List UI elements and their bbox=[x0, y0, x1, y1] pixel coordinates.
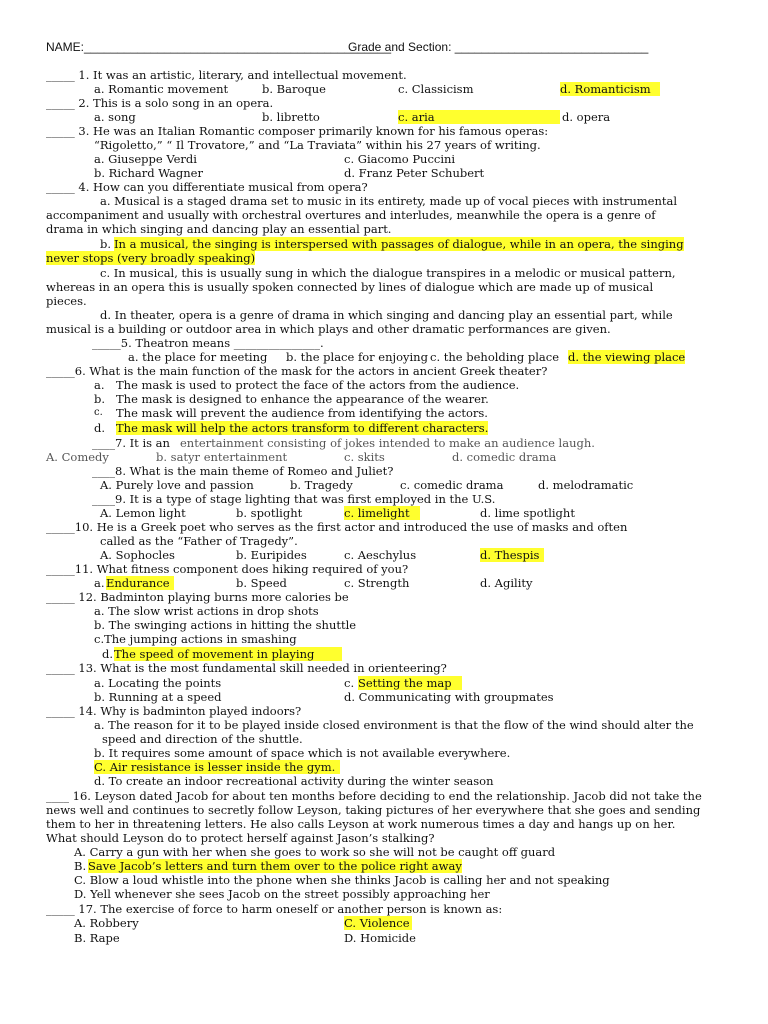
q5-option-a[interactable]: a. the place for meeting bbox=[128, 350, 268, 364]
q7-option-c[interactable]: c. skits bbox=[344, 450, 385, 464]
q13-option-a[interactable]: a. Locating the points bbox=[94, 676, 222, 690]
q1-option-c[interactable]: c. Classicism bbox=[398, 82, 474, 96]
q8-option-c[interactable]: c. comedic drama bbox=[400, 478, 504, 492]
q7-option-d[interactable]: d. comedic drama bbox=[452, 450, 557, 464]
q13-option-c-highlighted[interactable]: Setting the map bbox=[358, 676, 462, 690]
q2-option-b[interactable]: b. libretto bbox=[262, 110, 320, 124]
worksheet-page: NAME:______________________________________________ Grade and Section: _____________________________ _____ 1. It was an artistic, literary, and intellectual movement. a. Romantic movement b. Baroque c. Classicism d. Romanticism _____ 2. This is a solo song in an opera. a. song b. libretto c. aria d. opera _____ 3. He was an Italian Romantic composer primarily known for his famous operas: “Rigoletto,” “ Il Trovatore,” and “La Traviata” within his 27 years of writing. a. Giuseppe Verdi c. Giacomo Puccini b. Richard Wagner d. Franz Peter Schubert _____ 4. How can you differentiate musical from opera? a. Musical is a staged drama set to music in its entirety, made up of vocal pieces with instrumental accompaniment and usually with orchestral overtures and interludes, meanwhile the opera is a genre of drama in which singing and dancing play an essential part. b. In a musical, the singing is interspersed with passages of dialogue, while in an opera, the singing never stops (very broadly speaking) c. In musical, this is usually sung in which the dialogue transpires in a melodic or musical pattern, whereas in an opera this is usually spoken connected by lines of dialogue which are made up of musical pieces. d. In theater, opera is a genre of drama in which singing and dancing play an essential part, while musical is a building or outdoor area in which plays and other dramatic performances are given. _____5. Theatron means _______________. a. the place for meeting b. the place for enjoying c. the beholding place d. the viewing place _____6. What is the main function of the mask for the actors in ancient Greek theater? a. The mask is used to protect the face of the actors from the audience. b. The mask is designed to enhance the appearance of the wearer. c. The mask will prevent the audience from identifying the actors. d. The mask will help the actors transform to different characters. ____7. It is an entertainment consisting of jokes intended to make an audience laugh. A. Comedy b. satyr entertainment c. skits d. comedic drama ____8. What is the main theme of Romeo and Juliet? A. Purely love and passion b. Tragedy c. comedic drama d. melodramatic ____9. It is a type of stage lighting that was first employed in the U.S. A. Lemon light b. spotlight c. limelight d. lime spotlight _____10. He is a Greek poet who serves as the first actor and introduced the use of masks and often called as the “Father of Tragedy”. A. Sophocles b. Euripides c. Aeschylus d. Thespis _____11. What fitness component does hiking required of you? a. Endurance b. Speed c. Strength d. Agility _____ 12. Badminton playing burns more calories be a. The slow wrist actions in drop shots b. The swinging actions in hitting the shuttle c.The jumping actions in smashing d. The speed of movement in playing _____ 13. What is the most fundamental skill needed in orienteering? a. Locating the points c. Setting the map b. Running at a speed d. Communicating with groupmates _____ 14. Why is badminton played indoors? a. The reason for it to be played inside closed environment is that the flow of the wind should alter the speed and direction of the shuttle. b. It requires some amount of space which is not available everywhere. C. Air resistance is lesser inside the gym. d. To create an indoor recreational activity during the winter season ____ 16. Leyson dated Jacob for about ten months before deciding to end the relationship. Jacob did not take the news well and continues to secretly follow Leyson, taking pictures of her everywhere that she goes and sending them to her in threatening letters. He also calls Leyson at work numerous times a day and hangs up on her. What should Leyson do to protect herself against Jason’s stalking? A. Carry a gun with her when she goes to work so she will not be caught off guard B. Save Jacob’s letters and turn them over to the police right away C. Blow a loud whistle into the phone when she thinks Jacob is calling her and not speaking D. Yell whenever she sees Jacob on the street possibly approaching her _____ 17. The exercise of force to harm oneself or another person is known as: A. Robbery C. Violence B. Rape D. Homicide bbox=[0, 0, 768, 1024]
q3-option-a[interactable]: a. Giuseppe Verdi bbox=[94, 152, 197, 166]
q2-option-c-highlighted[interactable]: c. aria bbox=[398, 110, 560, 124]
q8-option-a[interactable]: A. Purely love and passion bbox=[100, 478, 254, 492]
q1-option-d-highlighted[interactable]: d. Romanticism bbox=[560, 82, 660, 96]
q8-option-b[interactable]: b. Tragedy bbox=[290, 478, 353, 492]
q6-option-d-highlighted: The mask will help the actors transform to different characters. bbox=[116, 421, 489, 435]
q7-option-b[interactable]: b. satyr entertainment bbox=[156, 450, 288, 464]
q9-option-b[interactable]: b. spotlight bbox=[236, 506, 303, 520]
q17-option-a[interactable]: A. Robbery bbox=[74, 916, 139, 930]
q9-option-d[interactable]: d. lime spotlight bbox=[480, 506, 575, 520]
q5-option-c[interactable]: c. the beholding place bbox=[430, 350, 560, 364]
q13-option-d[interactable]: d. Communicating with groupmates bbox=[344, 690, 554, 704]
q11-option-d[interactable]: d. Agility bbox=[480, 576, 533, 590]
q14-option-c-highlighted: C. Air resistance is lesser inside the gym. bbox=[94, 760, 340, 774]
q9-option-a[interactable]: A. Lemon light bbox=[100, 506, 186, 520]
q2-option-a[interactable]: a. song bbox=[94, 110, 136, 124]
q7-option-a[interactable]: A. Comedy bbox=[46, 450, 109, 464]
q12-option-d-highlighted: The speed of movement in playing bbox=[114, 647, 342, 661]
q16-option-b-highlighted: Save Jacob’s letters and turn them over to the police right away bbox=[88, 859, 462, 873]
q10-option-c[interactable]: c. Aeschylus bbox=[344, 548, 417, 562]
q5-option-d-highlighted[interactable]: d. the viewing place bbox=[568, 350, 686, 364]
q1-option-a[interactable]: a. Romantic movement bbox=[94, 82, 229, 96]
q3-option-c[interactable]: c. Giacomo Puccini bbox=[344, 152, 456, 166]
q17-option-b[interactable]: B. Rape bbox=[74, 931, 120, 945]
q11-option-a-highlighted[interactable]: Endurance bbox=[106, 576, 174, 590]
name-field[interactable]: NAME:______________________________________________ bbox=[46, 40, 391, 54]
q11-option-c[interactable]: c. Strength bbox=[344, 576, 410, 590]
q4-option-b-highlighted: In a musical, the singing is interspersed with passages of dialogue, while in an opera, the singing bbox=[114, 237, 684, 251]
q17-option-d[interactable]: D. Homicide bbox=[344, 931, 416, 945]
q10-option-a[interactable]: A. Sophocles bbox=[100, 548, 175, 562]
q1-option-b[interactable]: b. Baroque bbox=[262, 82, 326, 96]
q5-option-b[interactable]: b. the place for enjoying bbox=[286, 350, 428, 364]
q13-option-b[interactable]: b. Running at a speed bbox=[94, 690, 222, 704]
q8-option-d[interactable]: d. melodramatic bbox=[538, 478, 634, 492]
grade-section-field[interactable]: Grade and Section: _____________________________ bbox=[348, 40, 649, 54]
q17-option-c-highlighted[interactable]: C. Violence bbox=[344, 916, 412, 930]
q3-option-b[interactable]: b. Richard Wagner bbox=[94, 166, 203, 180]
q11-option-b[interactable]: b. Speed bbox=[236, 576, 287, 590]
q10-option-b[interactable]: b. Euripides bbox=[236, 548, 307, 562]
q3-option-d[interactable]: d. Franz Peter Schubert bbox=[344, 166, 485, 180]
q10-option-d-highlighted[interactable]: d. Thespis bbox=[480, 548, 544, 562]
q2-option-d[interactable]: d. opera bbox=[562, 110, 611, 124]
q9-option-c-highlighted[interactable]: c. limelight bbox=[344, 506, 420, 520]
